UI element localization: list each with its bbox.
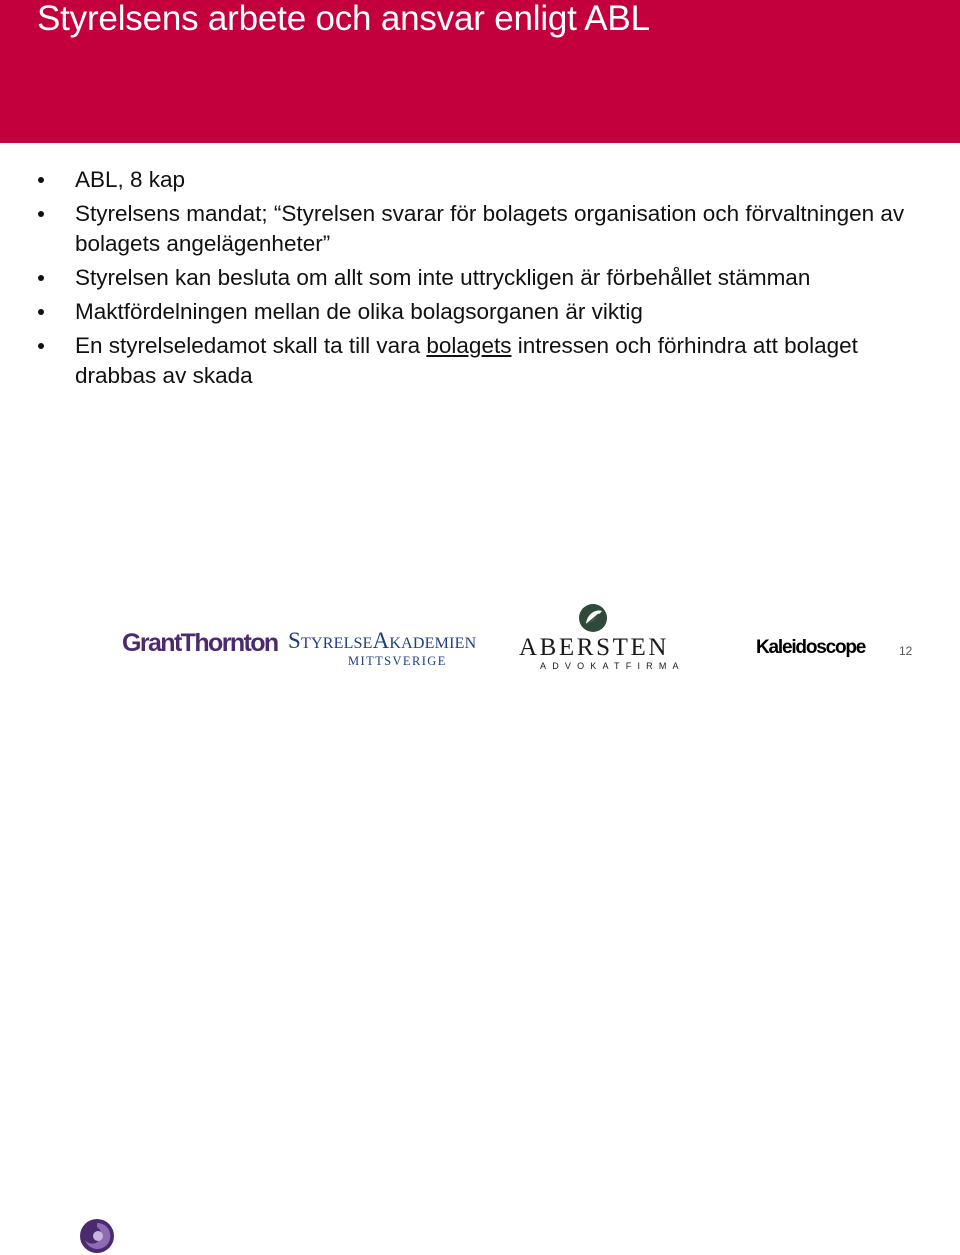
grant-thornton-logo: GrantThornton: [122, 629, 278, 657]
bullet-dot-icon: [38, 275, 44, 281]
bullet-dot-icon: [38, 343, 44, 349]
bullet-item: [0, 199, 960, 259]
bullet-item: [0, 165, 960, 195]
bullet-text-pre: En styrelseledamot skall ta till vara: [75, 333, 427, 358]
bullet-text: Styrelsen kan besluta om allt som inte uttryckligen är förbehållet stämman: [75, 265, 811, 290]
bullet-item: [0, 297, 960, 327]
underlined-word: bolagets: [426, 333, 512, 358]
kaleidoscope-logo: Kaleidoscope: [756, 637, 866, 658]
abersten-subtext: ADVOKATFIRMA: [540, 661, 685, 671]
styrelseakademien-logo: StyrelseAkademien: [288, 628, 477, 653]
bullet-text: Maktfördelningen mellan de olika bolagsorganen är viktig: [75, 299, 643, 324]
bullet-text: ABL, 8 kap: [75, 167, 186, 192]
bullet-text: Styrelsens mandat; “Styrelsen svarar för bolagets organisation och förvaltningen av bolagets angelägenheter”: [75, 201, 905, 256]
grant-thornton-swirl-icon: [78, 1217, 116, 1255]
bullet-item: [0, 263, 960, 293]
bullet-dot-icon: [38, 309, 44, 315]
bullet-text-post: intressen och förhindra att bolaget drabbas av skada: [75, 333, 858, 388]
bullet-dot-icon: [38, 177, 44, 183]
abersten-logo: ABERSTEN: [519, 634, 669, 661]
bullet-list: [0, 165, 960, 395]
styrelseakademien-subtext: MITTSVERIGE: [348, 654, 447, 668]
bullet-dot-icon: [38, 211, 44, 217]
page-number: 12: [899, 644, 913, 658]
abersten-leaf-icon: [578, 603, 608, 633]
slide-title: Styrelsens arbete och ansvar enligt ABL: [37, 0, 650, 38]
title-bar: [0, 0, 960, 143]
bullet-item: [0, 331, 960, 391]
